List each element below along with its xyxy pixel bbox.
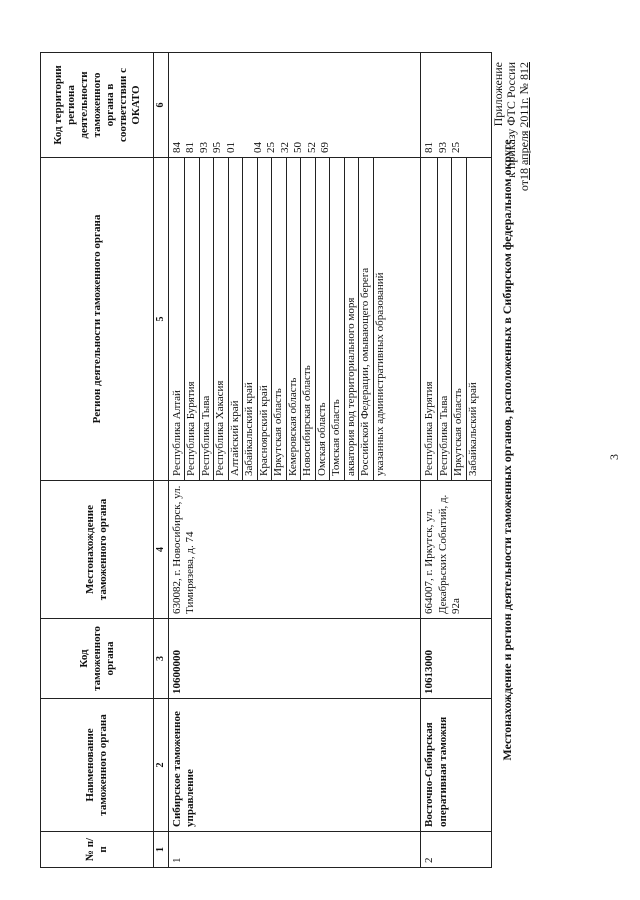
region-item: Республика Тыва: [200, 158, 215, 480]
page-number: 3: [607, 454, 621, 460]
header-region: Регион деятельности таможенного органа: [41, 158, 154, 481]
customs-location: 630082, г. Новосибирск, ул. Тимирязева, д. 74: [168, 481, 421, 619]
header-row: [41, 53, 154, 868]
region-item: Республика Алтай: [171, 158, 186, 480]
customs-name: Сибирское таможенное управление: [168, 699, 421, 832]
okato-code: 84: [170, 142, 183, 153]
appendix-number: 812: [517, 62, 531, 80]
row-number: 2: [421, 832, 492, 868]
header-code: Код таможенного органа: [41, 619, 154, 699]
column-number: 3: [154, 619, 169, 699]
appendix-prefix: от: [517, 180, 531, 192]
table-row: [168, 53, 421, 868]
okato-code: 04: [251, 142, 264, 153]
region-item: Республика Хакасия: [214, 158, 229, 480]
okato-list: [421, 53, 492, 158]
table-row: [421, 53, 492, 868]
okato-code: [333, 57, 347, 153]
okato-code: 25: [450, 142, 463, 153]
region-item: Томская область: [330, 158, 345, 480]
column-number: 6: [154, 53, 169, 158]
appendix-year: 2011г.: [517, 97, 531, 128]
okato-code: [464, 57, 478, 153]
region-item: Новосибирская область: [301, 158, 316, 480]
appendix-line2: к приказу ФТС России: [504, 62, 518, 178]
okato-list: [168, 53, 421, 158]
column-number-row: [154, 53, 169, 868]
region-item: Омская область: [316, 158, 331, 480]
header-name: Наименование таможенного органа: [41, 699, 154, 832]
appendix-day: 18: [517, 168, 531, 181]
appendix-month: апреля: [517, 130, 531, 166]
column-number: 5: [154, 158, 169, 481]
okato-code: 52: [305, 142, 318, 153]
okato-code: 25: [265, 142, 277, 153]
customs-name: Восточно-Сибирская оперативная таможня: [421, 699, 492, 832]
okato-code: 81: [184, 142, 196, 153]
document-title: Местонахождение и регион деятельности таможенных органов, расположенных в Сибирском федеральном округе: [500, 139, 514, 761]
region-item: акватория вод территориального моря: [345, 158, 360, 480]
row-number: 1: [168, 832, 421, 868]
region-item: Забайкальский край: [243, 158, 258, 480]
region-item: Иркутская область: [452, 158, 467, 480]
okato-code: 95: [211, 142, 223, 153]
okato-code: [360, 57, 374, 153]
okato-code: 50: [292, 142, 304, 153]
column-number: 4: [154, 481, 169, 619]
header-location: Местонахождение таможенного органа: [41, 481, 154, 619]
okato-code: 69: [319, 142, 331, 153]
region-item: Забайкальский край: [466, 382, 479, 476]
region-item: Иркутская область: [272, 158, 287, 480]
okato-code: 81: [423, 142, 436, 153]
okato-code: 93: [197, 142, 210, 153]
region-item: Республика Тыва: [438, 158, 453, 480]
region-list: [421, 158, 492, 481]
region-item: Республика Бурятия: [423, 158, 438, 480]
appendix-line1: Приложение: [491, 62, 505, 127]
okato-code: 32: [278, 142, 291, 153]
column-number: 1: [154, 832, 169, 868]
customs-code: 10613000: [421, 619, 492, 699]
appendix-no-sign: №: [517, 83, 531, 95]
header-okato: Код территории региона деятельности таможенного органа в соответствии с ОКАТО: [41, 53, 154, 158]
okato-code: 01: [224, 142, 237, 153]
header-num: № п/п: [41, 832, 154, 868]
region-item: Алтайский край: [229, 158, 244, 480]
region-item: указанных административных образований: [373, 272, 386, 476]
region-list: [168, 158, 421, 481]
column-number: 2: [154, 699, 169, 832]
okato-code: [346, 57, 360, 153]
customs-table: [40, 52, 492, 868]
region-item: Кемеровская область: [287, 158, 302, 480]
okato-code: 93: [436, 142, 449, 153]
region-item: Российской Федерации, омывающего берега: [359, 158, 374, 480]
appendix-line3: [518, 62, 531, 222]
okato-code: [238, 57, 252, 153]
region-item: Красноярский край: [258, 158, 273, 480]
customs-location: 664007, г. Иркутск, ул. Декабрьских Событий, д. 92а: [421, 481, 492, 619]
region-item: Республика Бурятия: [185, 158, 200, 480]
customs-code: 10600000: [168, 619, 421, 699]
